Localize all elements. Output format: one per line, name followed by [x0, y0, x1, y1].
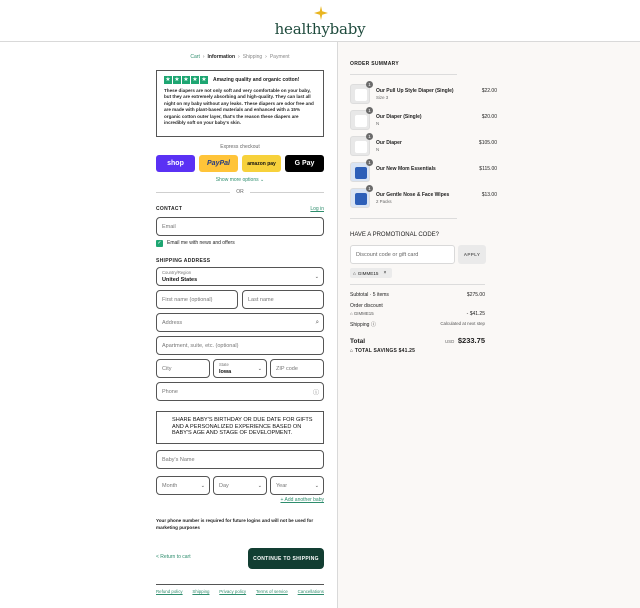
- chevron-down-icon: ⌄: [257, 482, 262, 489]
- zip-placeholder: ZIP code: [276, 365, 298, 372]
- star-icon: ★: [192, 77, 198, 83]
- item-price: $22.00: [481, 88, 497, 94]
- quantity-badge: 1: [366, 107, 373, 114]
- sun-star-icon: [314, 6, 328, 20]
- apartment-field[interactable]: [156, 336, 324, 355]
- quantity-badge: 1: [366, 81, 373, 88]
- add-another-baby-link[interactable]: + Add another baby: [280, 497, 324, 503]
- star-icon: ★: [165, 77, 171, 83]
- total-savings: [350, 348, 415, 354]
- year-placeholder: Year: [276, 482, 288, 489]
- last-name-field[interactable]: [242, 290, 324, 309]
- help-circle-icon[interactable]: ⓘ: [312, 390, 319, 396]
- tag-icon: ⌂: [350, 311, 354, 316]
- baby-name-field[interactable]: [156, 450, 324, 469]
- chevron-right-icon: ›: [202, 54, 205, 60]
- tag-icon: ⌂: [350, 348, 355, 354]
- login-link[interactable]: Log in: [310, 206, 324, 212]
- city-placeholder: City: [162, 365, 172, 372]
- item-name: Our Diaper (Single): [376, 114, 422, 120]
- city-field[interactable]: [156, 359, 210, 378]
- subtotal-row: [350, 292, 485, 298]
- discount-label: Order discount: [350, 303, 383, 309]
- item-name: Our Diaper: [376, 140, 402, 146]
- search-icon: ⌕: [315, 319, 319, 325]
- item-name: Our New Mom Essentials: [376, 166, 436, 172]
- review-body: These diapers are not only soft and very comfortable on your baby, but they are extremely absorbing and high-quality. They can last all night on my baby without any leaks. These diapers are odor free and are made with plant-based materials and enhanced with a 15% organic cotton outer layer, that's the reason these diapers are incredibly soft on your baby's skin.: [164, 88, 314, 126]
- order-summary-title: ORDER SUMMARY: [350, 61, 399, 67]
- tag-icon: ⌂: [353, 270, 356, 276]
- total-value: $233.75: [457, 336, 485, 345]
- item-variant: Size 3: [376, 95, 389, 100]
- item-price: $20.00: [481, 114, 497, 120]
- star-icon: ★: [174, 77, 180, 83]
- google-pay-button[interactable]: G Pay: [285, 155, 324, 172]
- order-item: [350, 160, 497, 184]
- amazon-pay-button[interactable]: amazon pay: [242, 155, 281, 172]
- breadcrumb: [156, 54, 324, 60]
- country-value: United States: [162, 277, 198, 283]
- continue-to-shipping-button[interactable]: CONTINUE TO SHIPPING: [248, 548, 324, 569]
- return-to-cart-link[interactable]: < Return to cart: [156, 554, 191, 560]
- subtotal-value: $275.00: [466, 292, 485, 298]
- country-select[interactable]: [156, 267, 324, 286]
- breadcrumb-cart[interactable]: Cart: [190, 54, 200, 60]
- chevron-right-icon: ›: [265, 54, 267, 60]
- first-name-field[interactable]: [156, 290, 238, 309]
- phone-placeholder: Phone: [162, 388, 178, 395]
- or-text: OR: [236, 189, 244, 195]
- discount-code-input[interactable]: [350, 245, 455, 264]
- total-label: Total: [350, 338, 366, 345]
- day-placeholder: Day: [219, 482, 229, 489]
- breadcrumb-shipping: Shipping: [242, 54, 263, 60]
- apply-button[interactable]: APPLY: [458, 245, 486, 264]
- divider-line: [350, 218, 457, 219]
- discount-row: [350, 303, 485, 309]
- shipping-policy-link[interactable]: Shipping: [192, 589, 210, 594]
- chevron-down-icon: ⌄: [314, 273, 319, 280]
- or-divider: [156, 188, 324, 196]
- review-title: Amazing quality and organic cotton!: [213, 77, 300, 83]
- item-price: $13.00: [481, 192, 497, 198]
- shipping-value: Calculated at next step: [440, 321, 485, 326]
- zip-field[interactable]: [270, 359, 324, 378]
- email-placeholder: Email: [162, 223, 176, 230]
- state-select[interactable]: [213, 359, 267, 378]
- breadcrumb-payment: Payment: [269, 54, 290, 60]
- order-item: [350, 186, 497, 210]
- item-name: Our Pull Up Style Diaper (Single): [376, 88, 454, 94]
- brand-logo[interactable]: [270, 6, 370, 38]
- item-name: Our Gentle Nose & Face Wipes: [376, 192, 450, 198]
- month-select[interactable]: [156, 476, 210, 495]
- day-select[interactable]: [213, 476, 267, 495]
- quantity-badge: 1: [366, 185, 373, 192]
- applied-code-chip: [350, 268, 392, 278]
- show-more-options-link[interactable]: Show more options ⌄: [215, 177, 265, 183]
- state-value: Iowa: [219, 369, 232, 375]
- refund-policy-link[interactable]: Refund policy: [156, 589, 183, 594]
- paypal-button[interactable]: PayPal: [199, 155, 238, 172]
- divider-line: [350, 74, 457, 75]
- apartment-placeholder: Apartment, suite, etc. (optional): [162, 342, 239, 349]
- footer-links: [156, 589, 324, 594]
- shipping-address-title: SHIPPING ADDRESS: [156, 258, 211, 264]
- star-icon: ★: [183, 77, 189, 83]
- applied-code: GIMME15: [357, 270, 379, 276]
- shop-pay-button[interactable]: shop: [156, 155, 195, 172]
- divider-line: [350, 284, 485, 285]
- contact-title: CONTACT: [156, 206, 183, 212]
- discount-code-placeholder: Discount code or gift card: [356, 252, 419, 258]
- shipping-row: [350, 321, 485, 328]
- currency-code: USD: [445, 339, 455, 344]
- email-field[interactable]: [156, 217, 324, 236]
- promo-title: HAVE A PROMOTIONAL CODE?: [350, 232, 440, 238]
- quantity-badge: 1: [366, 159, 373, 166]
- express-checkout-label: Express checkout: [220, 144, 260, 150]
- item-variant: N: [376, 147, 380, 152]
- address-placeholder: Address: [162, 319, 183, 326]
- quantity-badge: 1: [366, 133, 373, 140]
- privacy-policy-link[interactable]: Privacy policy: [219, 589, 247, 594]
- month-placeholder: Month: [162, 482, 178, 489]
- state-label: State: [219, 362, 229, 367]
- checkmark-icon[interactable]: ✓: [157, 239, 162, 246]
- discount-value: - $41.25: [466, 311, 485, 317]
- express-payment-buttons: [156, 155, 324, 172]
- order-item: [350, 82, 497, 106]
- breadcrumb-information: Information: [207, 54, 236, 60]
- discount-code-row: [350, 311, 485, 316]
- address-field[interactable]: [156, 313, 324, 332]
- item-variant: 2 Packs: [376, 199, 392, 204]
- discount-code: GIMME15: [353, 311, 374, 316]
- header: [0, 0, 640, 42]
- checkout-form-panel: [0, 42, 337, 608]
- newsletter-label: Email me with news and offers: [167, 240, 235, 246]
- item-price: $105.00: [478, 140, 497, 146]
- chevron-down-icon: ⌄: [257, 365, 262, 372]
- cancellations-link[interactable]: Cancellations: [297, 589, 324, 594]
- year-select[interactable]: [270, 476, 324, 495]
- item-variant: N: [376, 121, 380, 126]
- subtotal-label: Subtotal · 5 items: [350, 292, 389, 298]
- rating-stars: [164, 76, 316, 84]
- chevron-down-icon: ⌄: [200, 482, 205, 489]
- baby-name-placeholder: Baby's Name: [162, 456, 195, 463]
- phone-note: Your phone number is required for future logins and will not be used for marketing purposes: [156, 518, 314, 530]
- newsletter-checkbox-row[interactable]: [156, 239, 235, 247]
- order-item: [350, 108, 497, 132]
- savings-value: $41.25: [398, 348, 416, 354]
- shipping-label: Shipping ⓘ: [350, 322, 376, 328]
- phone-field[interactable]: [156, 382, 324, 401]
- review-card: [156, 70, 324, 137]
- chevron-down-icon: ⌄: [314, 482, 319, 489]
- last-name-placeholder: Last name: [248, 296, 274, 303]
- baby-birthday-prompt: SHARE BABY'S BIRTHDAY OR DUE DATE FOR GIFTS AND A PERSONALIZED EXPERIENCE BASED ON BABY'S AGE AND STAGE OF DEVELOPMENT.: [156, 411, 324, 444]
- star-icon: ★: [201, 77, 207, 83]
- order-summary-panel: [337, 42, 640, 608]
- brand-name: healthybaby: [274, 20, 366, 38]
- footer-divider: [156, 584, 324, 585]
- country-label: Country/Region: [162, 270, 192, 275]
- chevron-right-icon: ›: [238, 54, 240, 60]
- first-name-placeholder: First name (optional): [162, 296, 213, 303]
- item-price: $115.00: [479, 166, 497, 172]
- order-item: [350, 134, 497, 158]
- remove-code-icon[interactable]: ×: [383, 270, 387, 276]
- terms-of-service-link[interactable]: Terms of service: [255, 589, 288, 594]
- savings-label: TOTAL SAVINGS: [354, 348, 398, 354]
